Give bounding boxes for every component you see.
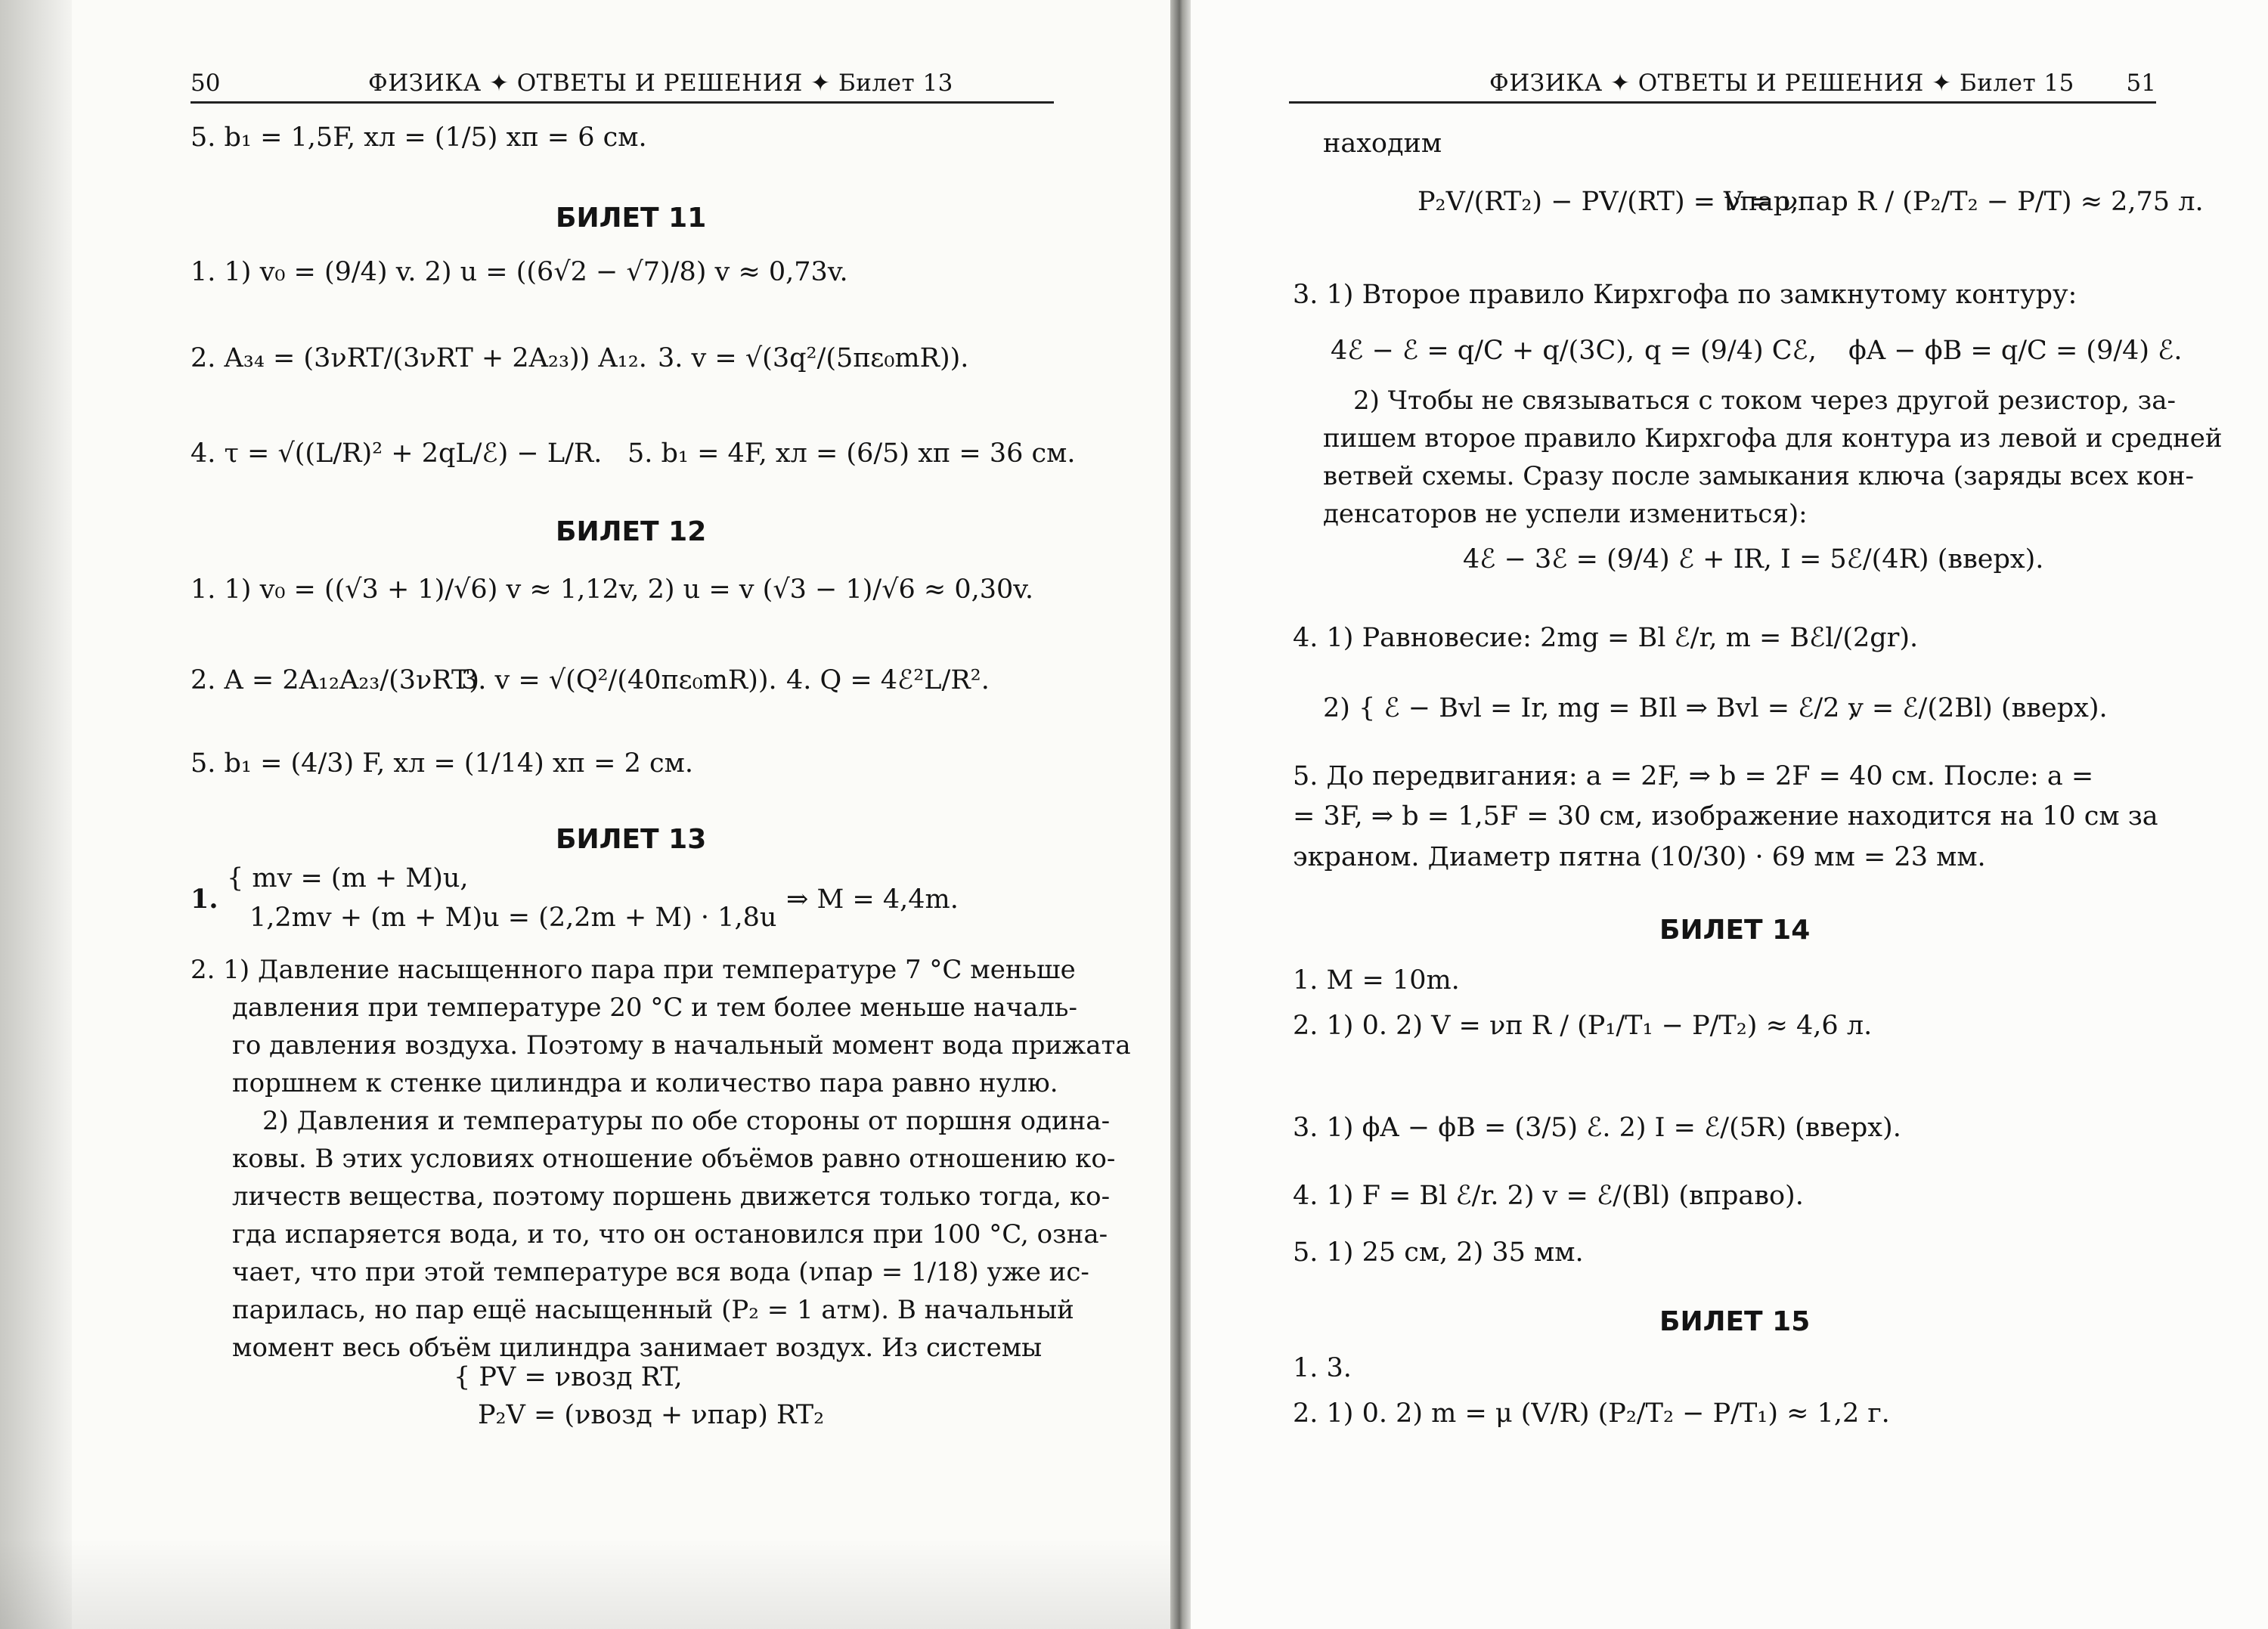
answer-line: 5. b₁ = 1,5F, xл = (1/5) xп = 6 см. bbox=[191, 122, 647, 153]
book-gutter bbox=[1170, 0, 1191, 1629]
answer-line: 2. A = 2A₁₂A₂₃/(3νRT) bbox=[191, 665, 480, 695]
page-number: 51 bbox=[2126, 70, 2156, 97]
formula-line: q = (9/4) Cℰ, bbox=[1644, 336, 1817, 366]
formula-line: 2) { ℰ − Bvl = Ir, mg = BIl ⇒ Bvl = ℰ/2 , bbox=[1323, 693, 1857, 723]
page-edge-shadow bbox=[0, 0, 72, 1629]
solution-paragraph bbox=[232, 1102, 1116, 1367]
formula-line: 4ℰ − 3ℰ = (9/4) ℰ + IR, bbox=[1463, 544, 1772, 574]
system-line: { PV = νвозд RT, bbox=[454, 1362, 683, 1392]
text-line: чает, что при этой температуре вся вода (νпар = 1/18) уже ис- bbox=[232, 1257, 1089, 1287]
solution-paragraph bbox=[1323, 382, 2223, 533]
ticket-heading: БИЛЕТ 15 bbox=[1659, 1306, 1811, 1337]
answer-line: 4. Q = 4ℰ²L/R². bbox=[786, 665, 990, 695]
answer-line: 4. 1) Равновесие: 2mg = Bl ℰ/r, m = Bℰl/(2gr). bbox=[1293, 623, 1919, 653]
text-line: поршнем к стенке цилиндра и количество пара равно нулю. bbox=[232, 1068, 1058, 1098]
text-line: гда испаряется вода, и то, что он остановился при 100 °C, озна- bbox=[232, 1219, 1108, 1250]
text-line: личеств вещества, поэтому поршень движется только тогда, ко- bbox=[232, 1181, 1111, 1212]
formula-line: I = 5ℰ/(4R) (вверх). bbox=[1780, 544, 2044, 574]
page-number: 50 bbox=[191, 70, 221, 97]
answer-line: 3. v = √(3q²/(5πε₀mR)). bbox=[658, 343, 969, 373]
text-line: ковы. В этих условиях отношение объёмов равно отношению ко- bbox=[232, 1144, 1116, 1174]
formula-line: v = ℰ/(2Bl) (вверх). bbox=[1848, 693, 2108, 723]
answer-line: 2. A₃₄ = (3νRT/(3νRT + 2A₂₃)) A₁₂. bbox=[191, 343, 647, 373]
right-page bbox=[1191, 0, 2268, 1629]
answer-line: 3. 1) Второе правило Кирхгофа по замкнутому контуру: bbox=[1293, 280, 2077, 310]
text-line: момент весь объём цилиндра занимает воздух. Из системы bbox=[232, 1333, 1043, 1363]
running-header-left bbox=[191, 67, 1054, 104]
text-line: давления при температуре 20 °C и тем более меньше началь- bbox=[232, 993, 1077, 1023]
answer-line: 5. 1) 25 см, 2) 35 мм. bbox=[1293, 1237, 1584, 1268]
answer-line: 2. 1) 0. 2) m = μ (V/R) (P₂/T₂ − P/T₁) ≈ 1,2 г. bbox=[1293, 1398, 1890, 1429]
text-line: находим bbox=[1323, 129, 1442, 159]
text-line: пишем второе правило Кирхгофа для контура из левой и средней bbox=[1323, 423, 2223, 454]
text-line: го давления воздуха. Поэтому в начальный момент вода прижата bbox=[232, 1030, 1131, 1061]
page-bottom-shadow bbox=[0, 1538, 1170, 1629]
text-line: ветвей схемы. Сразу после замыкания ключа (заряды всех кон- bbox=[1323, 461, 2195, 491]
text-line: 2) Давления и температуры по обе стороны от поршня одина- bbox=[262, 1106, 1111, 1136]
running-head: ФИЗИКА ✦ ОТВЕТЫ И РЕШЕНИЯ ✦ Билет 13 bbox=[368, 70, 953, 97]
running-header-right bbox=[1289, 67, 2156, 104]
item-number: 1. bbox=[191, 884, 218, 915]
formula-line: V = νпар R / (P₂/T₂ − P/T) ≈ 2,75 л. bbox=[1724, 187, 2204, 217]
running-head: ФИЗИКА ✦ ОТВЕТЫ И РЕШЕНИЯ ✦ Билет 15 bbox=[1489, 70, 2074, 97]
answer-line: 2. 1) 0. 2) V = νп R / (P₁/T₁ − P/T₂) ≈ 4,6 л. bbox=[1293, 1011, 1873, 1041]
answer-line: 1. 1) v₀ = (9/4) v. 2) u = ((6√2 − √7)/8) v ≈ 0,73v. bbox=[191, 257, 848, 287]
system-line: 1,2mv + (m + M)u = (2,2m + M) · 1,8u bbox=[249, 903, 777, 933]
answer-line: экраном. Диаметр пятна (10/30) · 69 мм = 23 мм. bbox=[1293, 842, 1986, 872]
ticket-heading: БИЛЕТ 11 bbox=[556, 203, 707, 234]
answer-line: 4. τ = √((L/R)² + 2qL/ℰ) − L/R. bbox=[191, 438, 603, 469]
text-line: 2. 1) Давление насыщенного пара при температуре 7 °C меньше bbox=[191, 955, 1076, 985]
answer-line: 4. 1) F = Bl ℰ/r. 2) v = ℰ/(Bl) (вправо). bbox=[1293, 1181, 1804, 1211]
ticket-heading: БИЛЕТ 13 bbox=[556, 824, 707, 855]
answer-line: 5. b₁ = 4F, xл = (6/5) xп = 36 см. bbox=[627, 438, 1076, 469]
formula-line: 4ℰ − ℰ = q/C + q/(3C), bbox=[1331, 336, 1635, 366]
system-line: { mv = (m + M)u, bbox=[227, 863, 469, 893]
text-line: 2) Чтобы не связываться с током через другой резистор, за- bbox=[1353, 386, 2176, 416]
answer-line: = 3F, ⇒ b = 1,5F = 30 см, изображение находится на 10 см за bbox=[1293, 801, 2158, 832]
answer-line: 3. v = √(Q²/(40πε₀mR)). bbox=[461, 665, 777, 695]
formula-line: P₂V/(RT₂) − PV/(RT) = νпар, bbox=[1418, 187, 1799, 217]
answer-line: 5. До передвигания: a = 2F, ⇒ b = 2F = 40 см. После: a = bbox=[1293, 761, 2094, 791]
answer-line: 1. 3. bbox=[1293, 1353, 1352, 1383]
answer-line: 5. b₁ = (4/3) F, xл = (1/14) xп = 2 см. bbox=[191, 748, 693, 779]
answer-line: 1. 1) v₀ = ((√3 + 1)/√6) v ≈ 1,12v, 2) u = v (√3 − 1)/√6 ≈ 0,30v. bbox=[191, 574, 1034, 605]
system-line: P₂V = (νвозд + νпар) RT₂ bbox=[478, 1400, 825, 1430]
text-line: парилась, но пар ещё насыщенный (P₂ = 1 атм). В начальный bbox=[232, 1295, 1074, 1325]
answer-line: ⇒ M = 4,4m. bbox=[786, 884, 959, 915]
text-line: денсаторов не успели измениться): bbox=[1323, 499, 1808, 529]
answer-line: 1. M = 10m. bbox=[1293, 965, 1460, 996]
answer-line: 3. 1) ϕA − ϕB = (3/5) ℰ. 2) I = ℰ/(5R) (вверх). bbox=[1293, 1113, 1901, 1143]
formula-line: ϕA − ϕB = q/C = (9/4) ℰ. bbox=[1848, 336, 2183, 366]
ticket-heading: БИЛЕТ 12 bbox=[556, 516, 707, 547]
ticket-heading: БИЛЕТ 14 bbox=[1659, 915, 1811, 946]
solution-paragraph bbox=[191, 951, 1131, 1102]
